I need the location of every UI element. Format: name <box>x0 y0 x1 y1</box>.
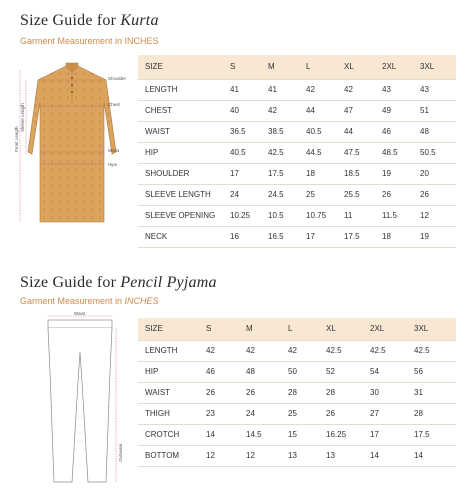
size-value: 14 <box>414 445 456 466</box>
size-value: 44.5 <box>306 142 344 163</box>
pyjama-col-header: XL <box>326 318 370 340</box>
size-value: 52 <box>326 361 370 382</box>
size-value: 43 <box>420 79 456 100</box>
size-value: 42 <box>268 100 306 121</box>
size-value: 28 <box>288 382 326 403</box>
size-value: 56 <box>414 361 456 382</box>
table-row <box>138 79 456 100</box>
size-value: 41 <box>268 79 306 100</box>
kurta-label-waist: Waist <box>108 148 120 153</box>
pyjama-col-header: 3XL <box>414 318 456 340</box>
kurta-label-sleeve-length: Sleeve Length <box>20 103 25 132</box>
row-label: CHEST <box>138 100 230 121</box>
size-value: 47 <box>344 100 382 121</box>
size-value: 48 <box>420 121 456 142</box>
size-value: 25 <box>288 403 326 424</box>
row-label: LENGTH <box>138 79 230 100</box>
size-value: 16 <box>230 226 268 247</box>
size-value: 46 <box>382 121 420 142</box>
pyjama-label-waist: Waist <box>74 312 86 316</box>
size-value: 51 <box>420 100 456 121</box>
size-value: 24 <box>246 403 288 424</box>
size-value: 20 <box>420 163 456 184</box>
size-value: 26 <box>206 382 246 403</box>
kurta-label-front-length: Front Length <box>14 126 19 152</box>
size-value: 12 <box>246 445 288 466</box>
size-value: 17.5 <box>268 163 306 184</box>
pyjama-col-header: 2XL <box>370 318 414 340</box>
size-value: 28 <box>326 382 370 403</box>
size-value: 19 <box>382 163 420 184</box>
size-value: 13 <box>288 445 326 466</box>
size-value: 26 <box>326 403 370 424</box>
pyjama-title: Size Guide for Pencil Pyjama <box>20 274 217 291</box>
size-value: 15 <box>288 424 326 445</box>
size-value: 42.5 <box>326 340 370 361</box>
table-row <box>138 403 456 424</box>
row-label: THIGH <box>138 403 206 424</box>
row-label: LENGTH <box>138 340 206 361</box>
table-row <box>138 184 456 205</box>
row-label: WAIST <box>138 121 230 142</box>
size-value: 13 <box>326 445 370 466</box>
pyjama-section <box>0 260 473 500</box>
size-value: 27 <box>370 403 414 424</box>
size-value: 46 <box>206 361 246 382</box>
kurta-col-header: M <box>268 55 306 79</box>
size-value: 42 <box>288 340 326 361</box>
pyjama-col-header: M <box>246 318 288 340</box>
size-value: 16.25 <box>326 424 370 445</box>
size-value: 50.5 <box>420 142 456 163</box>
size-value: 18 <box>306 163 344 184</box>
size-value: 36.5 <box>230 121 268 142</box>
table-row <box>138 340 456 361</box>
kurta-col-header: XL <box>344 55 382 79</box>
table-row <box>138 205 456 226</box>
row-label: WAIST <box>138 382 206 403</box>
table-row <box>138 100 456 121</box>
kurta-size-table <box>138 55 456 248</box>
pyjama-col-header: S <box>206 318 246 340</box>
size-value: 26 <box>420 184 456 205</box>
size-value: 16.5 <box>268 226 306 247</box>
row-label: SHOULDER <box>138 163 230 184</box>
size-value: 10.5 <box>268 205 306 226</box>
pyjama-subtitle: Garment Measurement in INCHES <box>20 296 159 306</box>
size-value: 17 <box>306 226 344 247</box>
size-value: 12 <box>206 445 246 466</box>
pyjama-label-outseam: Outseam <box>118 443 123 462</box>
kurta-col-header: 2XL <box>382 55 420 79</box>
size-value: 42 <box>246 340 288 361</box>
pyjama-size-table <box>138 318 456 467</box>
size-value: 23 <box>206 403 246 424</box>
size-value: 44 <box>306 100 344 121</box>
size-value: 41 <box>230 79 268 100</box>
table-row <box>138 121 456 142</box>
kurta-label-hips: Hips <box>108 162 118 167</box>
size-value: 30 <box>370 382 414 403</box>
row-label: CROTCH <box>138 424 206 445</box>
size-value: 49 <box>382 100 420 121</box>
size-value: 11.5 <box>382 205 420 226</box>
size-value: 17.5 <box>344 226 382 247</box>
row-label: HIP <box>138 361 206 382</box>
row-label: SLEEVE OPENING <box>138 205 230 226</box>
size-value: 25.5 <box>344 184 382 205</box>
size-value: 28 <box>414 403 456 424</box>
row-label: BOTTOM <box>138 445 206 466</box>
size-value: 10.75 <box>306 205 344 226</box>
size-value: 44 <box>344 121 382 142</box>
size-value: 42 <box>206 340 246 361</box>
size-value: 40 <box>230 100 268 121</box>
size-value: 26 <box>246 382 288 403</box>
table-row <box>138 382 456 403</box>
size-value: 50 <box>288 361 326 382</box>
size-value: 17 <box>230 163 268 184</box>
table-row <box>138 445 456 466</box>
size-value: 42 <box>306 79 344 100</box>
kurta-col-header: L <box>306 55 344 79</box>
size-value: 18.5 <box>344 163 382 184</box>
size-value: 42.5 <box>268 142 306 163</box>
size-value: 42 <box>344 79 382 100</box>
pyjama-table-header <box>138 318 456 340</box>
pyjama-illustration <box>30 312 130 492</box>
kurta-subtitle: Garment Measurement in INCHES <box>20 36 159 46</box>
row-label: SLEEVE LENGTH <box>138 184 230 205</box>
table-row <box>138 361 456 382</box>
size-value: 42.5 <box>414 340 456 361</box>
size-value: 17 <box>370 424 414 445</box>
size-value: 40.5 <box>230 142 268 163</box>
size-value: 48.5 <box>382 142 420 163</box>
kurta-col-header: 3XL <box>420 55 456 79</box>
table-row <box>138 142 456 163</box>
size-value: 25 <box>306 184 344 205</box>
size-value: 14 <box>206 424 246 445</box>
kurta-illustration <box>8 62 138 242</box>
size-value: 17.5 <box>414 424 456 445</box>
kurta-table-header <box>138 55 456 79</box>
kurta-col-header: S <box>230 55 268 79</box>
size-value: 19 <box>420 226 456 247</box>
table-row <box>138 163 456 184</box>
size-value: 12 <box>420 205 456 226</box>
kurta-title: Size Guide for Kurta <box>20 12 159 29</box>
kurta-label-shoulder: Shoulder <box>108 76 127 81</box>
table-row <box>138 226 456 247</box>
size-value: 24 <box>230 184 268 205</box>
kurta-col-header: SIZE <box>138 55 230 79</box>
size-value: 18 <box>382 226 420 247</box>
pyjama-col-header: L <box>288 318 326 340</box>
size-value: 26 <box>382 184 420 205</box>
size-value: 14 <box>370 445 414 466</box>
size-value: 40.5 <box>306 121 344 142</box>
size-value: 31 <box>414 382 456 403</box>
size-value: 10.25 <box>230 205 268 226</box>
size-value: 54 <box>370 361 414 382</box>
table-row <box>138 424 456 445</box>
size-value: 24.5 <box>268 184 306 205</box>
kurta-label-chest: Chest <box>108 102 120 107</box>
size-value: 42.5 <box>370 340 414 361</box>
pyjama-col-header: SIZE <box>138 318 206 340</box>
size-value: 47.5 <box>344 142 382 163</box>
row-label: HIP <box>138 142 230 163</box>
size-value: 48 <box>246 361 288 382</box>
row-label: NECK <box>138 226 230 247</box>
size-value: 43 <box>382 79 420 100</box>
size-value: 14.5 <box>246 424 288 445</box>
size-value: 11 <box>344 205 382 226</box>
size-value: 38.5 <box>268 121 306 142</box>
